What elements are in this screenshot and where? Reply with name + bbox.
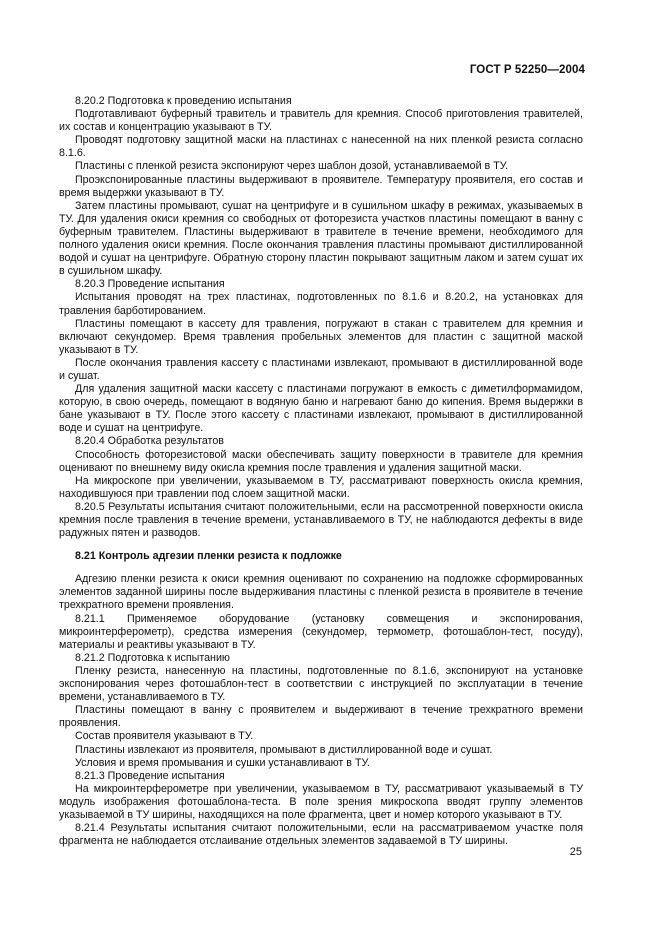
paragraph: Подготавливают буферный травитель и травитель для кремния. Способ приготовления травителей, их состав и концентрацию указывают в ТУ. (59, 108, 583, 134)
paragraph: Проэкспонированные пластины выдерживают в проявителе. Температуру проявителя, его состав и время выдержки указывают в ТУ. (59, 173, 583, 199)
page-number: 25 (569, 846, 582, 858)
document-header: ГОСТ Р 52250—2004 (469, 64, 585, 76)
paragraph: Способность фоторезистовой маски обеспечивать защиту поверхности в травителе для кремния оценивают по внешнему виду окисла кремния после травления и удаления защитной маски. (59, 448, 583, 474)
paragraph: 8.21.4 Результаты испытания считают положительными, если на рассматриваемом участке поля фрагмента не наблюдается отслаивание отдельных элементов задаваемой в ТУ ширины. (59, 822, 583, 848)
paragraph: Адгезию пленки резиста к окиси кремния оценивают по сохранению на подложке сформированных элементов заданной ширины после выдерживания пластины с пленкой резиста в проявителе в течение трехкратного времени проявления. (59, 573, 583, 612)
paragraph: На микроскопе при увеличении, указываемом в ТУ, рассматривают поверхность окисла кремния, находившуюся при травлении под слоем защитной маски. (59, 474, 583, 500)
paragraph: Пленку резиста, нанесенную на пластины, подготовленные по 8.1.6, экспонируют на установке экспонирования через фотошаблон-тест в соответствии с инструкцией по эксплуатации в течение времени, устанавливаемого в ТУ. (59, 664, 583, 704)
paragraph: Пластины извлекают из проявителя, промывают в дистиллированной воде и сушат. (75, 743, 493, 756)
subsection-heading: 8.20.4 Обработка результатов (75, 435, 224, 448)
paragraph: Проводят подготовку защитной маски на пластинах с нанесенной на них пленкой резиста согласно 8.1.6. (59, 134, 583, 160)
paragraph: Для удаления защитной маски кассету с пластинами погружают в емкость с диметилформамидом, которую, в свою очередь, помещают в водяную баню и нагревают баню до кипения. Время выдержки в бане указывают в ТУ. После этого кассету с пластинами извлекают, промывают в дистиллированной воде и сушат на центрифуге. (59, 383, 583, 435)
paragraph: Состав проявителя указывают в ТУ. (75, 730, 254, 743)
subsection-heading: 8.21.3 Проведение испытания (75, 769, 225, 782)
paragraph: На микроинтерферометре при увеличении, указываемом в ТУ, рассматривают указываемый в ТУ модуль изображения фотошаблона-теста. В поле зрения микроскопа вводят группу элементов указываемой в ТУ ширины, находящихся на поле фрагмента, цвет и номер которого указывают в ТУ. (59, 782, 583, 821)
paragraph: После окончания травления кассету с пластинами извлекают, промывают в дистиллированной воде и сушат. (59, 356, 583, 382)
document-body (59, 95, 583, 848)
subsection-heading: 8.20.2 Подготовка к проведению испытания (75, 95, 292, 107)
paragraph: Пластины помещают в кассету для травления, погружают в стакан с травителем для кремния и включают секундомер. Время травления пробельных элементов для пластин с защитной маской указывают в ТУ. (59, 317, 583, 356)
subsection-heading: 8.21.2 Подготовка к испытанию (75, 651, 230, 664)
paragraph: 8.21.1 Применяемое оборудование (установку совмещения и экспонирования, микроинтерферометр), средства измерения (секундомер, термометр, фотошаблон-тест, посуду), материалы и реактивы указывают в ТУ. (59, 612, 583, 651)
paragraph: Условия и время промывания и сушки устанавливают в ТУ. (75, 756, 370, 769)
paragraph: 8.20.5 Результаты испытания считают положительными, если на рассмотренной поверхности окисла кремния после травления в течение времени, устанавливаемого в ТУ, не наблюдаются дефекты в виде радужных пятен и разводов. (59, 500, 583, 540)
paragraph: Испытания проводят на трех пластинах, подготовленных по 8.1.6 и 8.20.2, на установках для травления барботированием. (59, 291, 583, 317)
subsection-heading: 8.20.3 Проведение испытания (75, 278, 225, 291)
paragraph: Затем пластины промывают, сушат на центрифуге и в сушильном шкафу в режимах, указываемых в ТУ. Для удаления окиси кремния со свободных от фоторезиста участков пластины помещают в ванну с буферным травителем. Пластины выдерживают в травителе в течение времени, необходимого для полного удаления окиси кремния. После окончания травления пластины промывают дистиллированной водой и сушат на центрифуге. Обратную сторону пластин покрывают защитным лаком и затем сушат их в сушильном шкафу. (59, 199, 583, 278)
paragraph: Пластины помещают в ванну с проявителем и выдерживают в течение трехкратного времени проявления. (59, 704, 583, 730)
paragraph: Пластины с пленкой резиста экспонируют через шаблон дозой, устанавливаемой в ТУ. (75, 160, 509, 173)
section-heading: 8.21 Контроль адгезии пленки резиста к подложке (75, 550, 342, 563)
